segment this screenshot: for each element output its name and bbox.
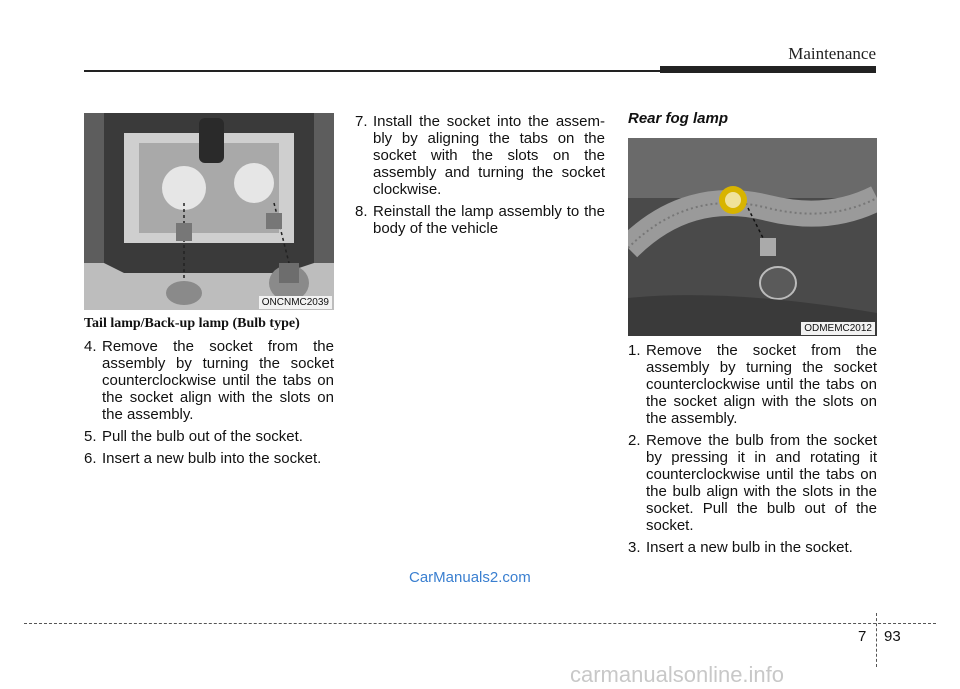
right-steps — [628, 342, 877, 561]
step-number: 4. — [84, 338, 97, 355]
step-number: 7. — [355, 113, 368, 130]
rear-fog-lamp-figure — [628, 138, 877, 336]
section-header: Maintenance — [788, 44, 876, 63]
figure-caption: Tail lamp/Back-up lamp (Bulb type) — [84, 316, 300, 331]
page-number: 93 — [884, 628, 901, 645]
step-text: Remove the socket from the assembly by turning the socket counterclockwise until the tabs on the socket align with the slots on the assembly. — [102, 338, 334, 423]
left-steps — [84, 338, 334, 472]
footer-divider — [24, 623, 936, 624]
tail-lamp-figure — [84, 113, 334, 310]
step-text: Reinstall the lamp assembly to the body of the vehicle — [373, 203, 605, 237]
step-text: Remove the bulb from the socket by pressing it in and rotating it counterclockwise until the tabs on the bulb align with the slots in the socket. Pull the bulb out of the socket. — [646, 432, 877, 534]
section-title: Rear fog lamp — [628, 110, 729, 127]
step-text: Pull the bulb out of the socket. — [102, 428, 303, 445]
figure-code: ONCNMC2039 — [259, 296, 332, 309]
footer-page-divider — [876, 613, 877, 667]
list-item — [628, 432, 877, 534]
step-number: 8. — [355, 203, 368, 220]
step-number: 1. — [628, 342, 641, 359]
step-text: Insert a new bulb in the socket. — [646, 539, 853, 556]
footer-watermark: carmanualsonline.info — [570, 662, 785, 687]
header-rule-accent — [660, 66, 876, 73]
list-item — [355, 203, 605, 237]
step-number: 2. — [628, 432, 641, 449]
rear-fog-lamp-illustration — [628, 138, 877, 336]
figure-code: ODMEMC2012 — [801, 322, 875, 335]
tail-lamp-illustration — [84, 113, 334, 310]
step-text: Insert a new bulb into the socket. — [102, 450, 322, 467]
step-number: 6. — [84, 450, 97, 467]
step-text: Install the socket into the assem-bly by aligning the tabs on the socket with the slots on the assembly and turning the socket clockwise. — [373, 113, 605, 198]
header-rule — [84, 70, 660, 72]
list-item — [84, 338, 334, 423]
list-item — [84, 428, 334, 445]
step-number: 5. — [84, 428, 97, 445]
step-text: Remove the socket from the assembly by turning the socket counterclockwise until the tabs on the socket align with the slots on the assembly. — [646, 342, 877, 427]
list-item — [355, 113, 605, 198]
list-item — [628, 539, 877, 556]
list-item — [628, 342, 877, 427]
step-number: 3. — [628, 539, 641, 556]
middle-steps — [355, 113, 605, 242]
chapter-number: 7 — [858, 628, 867, 645]
watermark-link[interactable]: CarManuals2.com — [409, 569, 531, 586]
list-item — [84, 450, 334, 467]
